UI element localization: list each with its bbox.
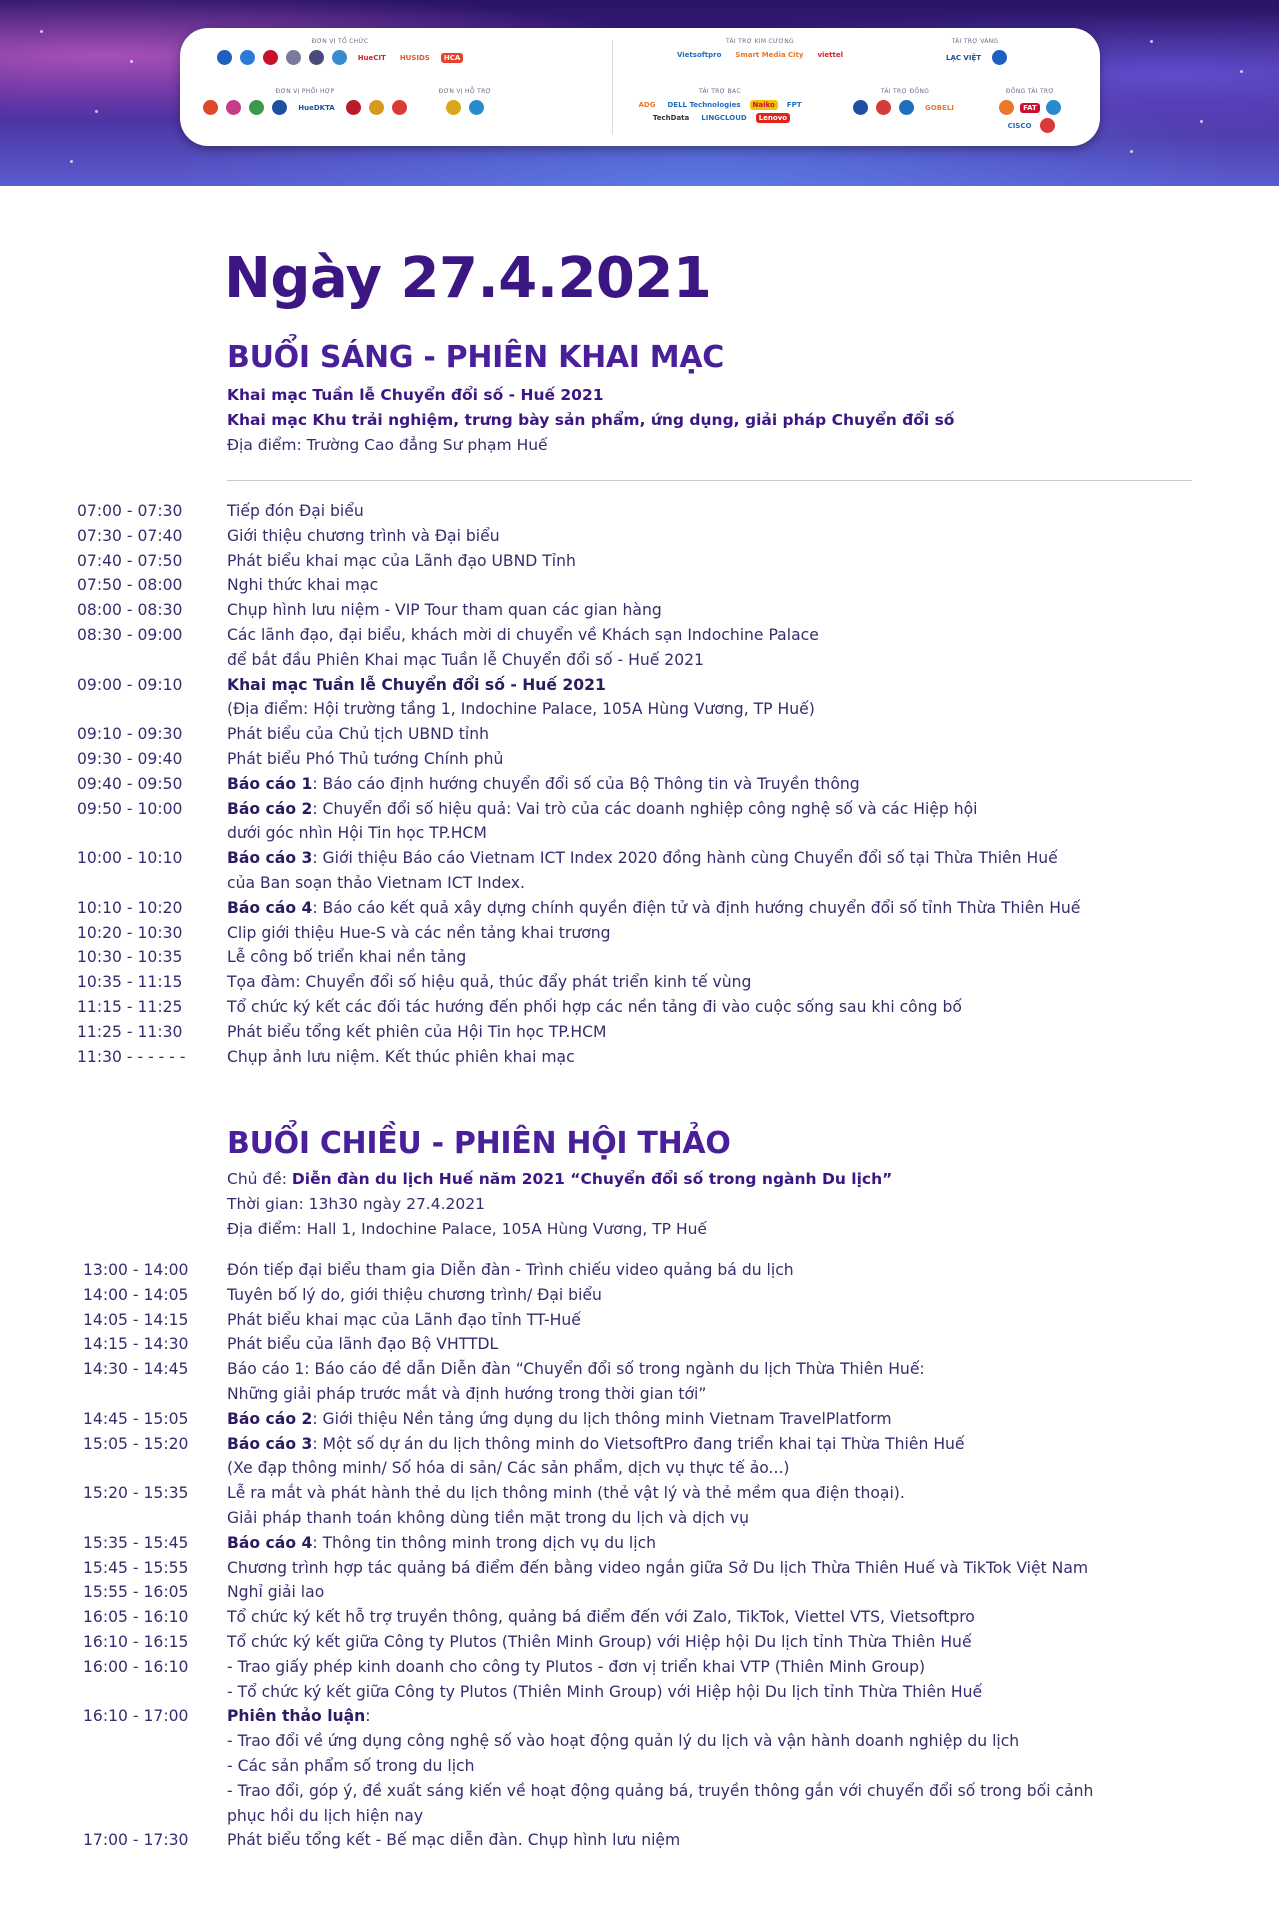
smart-media-city-logo: Smart Media City	[732, 50, 806, 60]
co-sponsor-emblem-icon	[1046, 100, 1061, 115]
afternoon-time: Thời gian: 13h30 ngày 27.4.2021	[227, 1195, 485, 1213]
schedule-row	[0, 1020, 1080, 1045]
schedule-row	[0, 921, 1080, 946]
support-emblem-icon	[469, 100, 484, 115]
schedule-row	[0, 1407, 1093, 1432]
row-text: Chương trình hợp tác quảng bá điểm đến bằng video ngắn giữa Sở Du lịch Thừa Thiên Huế và TikTok Việt Nam	[227, 1558, 1089, 1577]
row-text: Tổ chức ký kết giữa Công ty Plutos (Thiên Minh Group) với Hiệp hội Du lịch tỉnh Thừa Thiên Huế	[227, 1632, 972, 1651]
row-time: 10:10 - 10:20	[77, 898, 183, 917]
row-time: 09:10 - 09:30	[77, 725, 183, 744]
husids-logo: HUSIDS	[397, 53, 433, 63]
bronze-sponsor-emblem-icon	[876, 100, 891, 115]
row-text: Các lãnh đạo, đại biểu, khách mời di chuyển về Khách sạn Indochine Palace	[227, 625, 819, 644]
huedkta-logo: HueDKTA	[295, 103, 337, 113]
schedule-row	[0, 1556, 1093, 1581]
lingcloud-logo: LINGCLOUD	[698, 113, 749, 123]
row-text: Tổ chức ký kết hỗ trợ truyền thông, quảng bá điểm đến với Zalo, TikTok, Viettel VTS, Vietsoftpro	[227, 1608, 975, 1627]
row-text: Nghi thức khai mạc	[227, 576, 379, 595]
schedule-row	[0, 573, 1080, 598]
row-text: Báo cáo 2: Chuyển đổi số hiệu quả: Vai trò của các doanh nghiệp công nghệ số và các Hiệp hội	[227, 799, 978, 818]
row-time: 11:25 - 11:30	[77, 1022, 183, 1041]
schedule-row	[0, 821, 1080, 846]
schedule-row	[0, 1481, 1093, 1506]
row-text: Phát biểu tổng kết - Bế mạc diễn đàn. Chụp hình lưu niệm	[227, 1831, 681, 1850]
co-sponsors-group	[985, 88, 1075, 133]
gobeli-logo: GOBELI	[922, 103, 957, 113]
organizer-emblem-icon	[240, 50, 255, 65]
row-time: 14:45 - 15:05	[83, 1409, 189, 1428]
coordinators-group	[190, 88, 420, 115]
row-text: Clip giới thiệu Hue-S và các nền tảng khai trương	[227, 923, 611, 942]
row-text: Những giải pháp trước mắt và định hướng trong thời gian tới”	[227, 1384, 707, 1403]
coordinator-emblem-icon	[203, 100, 218, 115]
gold-sponsor-emblem-icon	[992, 50, 1007, 65]
schedule-row	[0, 1456, 1093, 1481]
row-text: Báo cáo 4: Thông tin thông minh trong dịch vụ du lịch	[227, 1533, 657, 1552]
co-sponsors-label: ĐỒNG TÀI TRỢ	[1005, 88, 1055, 95]
huecit-logo: HueCIT	[355, 53, 389, 63]
afternoon-schedule	[0, 1258, 1093, 1853]
bronze-sponsors-group	[835, 88, 975, 115]
support-label: ĐƠN VỊ HỖ TRỢ	[438, 88, 492, 95]
coordinator-emblem-icon	[272, 100, 287, 115]
schedule-row	[0, 1308, 1093, 1333]
gold-label: TÀI TRỢ VÀNG	[951, 38, 999, 45]
sponsor-card	[180, 28, 1100, 146]
row-text: Giới thiệu chương trình và Đại biểu	[227, 526, 500, 545]
row-time: 16:00 - 16:10	[83, 1657, 189, 1676]
row-time	[0, 697, 227, 722]
row-text: Phát biểu khai mạc của Lãnh đạo UBND Tỉnh	[227, 551, 576, 570]
schedule-row	[0, 549, 1080, 574]
row-time: 14:15 - 14:30	[83, 1335, 189, 1354]
schedule-row	[0, 697, 1080, 722]
row-text: Lễ ra mắt và phát hành thẻ du lịch thông minh (thẻ vật lý và thẻ mềm qua điện thoại).	[227, 1484, 905, 1503]
morning-subtitle-1: Khai mạc Tuần lễ Chuyển đổi số - Huế 2021	[227, 386, 604, 404]
row-text: Báo cáo 3: Một số dự án du lịch thông minh do VietsoftPro đang triển khai tại Thừa Thiên Huế	[227, 1434, 965, 1453]
row-text: Báo cáo 1: Báo cáo định hướng chuyển đổi số của Bộ Thông tin và Truyền thông	[227, 774, 860, 793]
diamond-sponsors-group	[660, 38, 860, 60]
schedule-row	[0, 1779, 1093, 1804]
vietsoftpro-logo: Vietsoftpro	[674, 50, 724, 60]
lac-viet-logo: LẠC VIỆT	[943, 53, 984, 63]
row-text: Báo cáo 4: Báo cáo kết quả xây dựng chính quyền điện tử và định hướng chuyển đổi số tỉnh Thừa Thiên Huế	[227, 898, 1081, 917]
row-text: Tọa đàm: Chuyển đổi số hiệu quả, thúc đẩy phát triển kinh tế vùng	[227, 973, 752, 992]
organizer-emblem-icon	[332, 50, 347, 65]
row-time	[0, 1779, 227, 1804]
row-time: 14:00 - 14:05	[83, 1285, 189, 1304]
row-time	[0, 1456, 227, 1481]
row-text: - Tổ chức ký kết giữa Công ty Plutos (Thiên Minh Group) với Hiệp hội Du lịch tỉnh Thừa Thiên Huế	[227, 1682, 983, 1701]
schedule-row	[0, 1605, 1093, 1630]
bronze-sponsor-emblem-icon	[853, 100, 868, 115]
row-time: 09:30 - 09:40	[77, 749, 183, 768]
row-text: Đón tiếp đại biểu tham gia Diễn đàn - Trình chiếu video quảng bá du lịch	[227, 1261, 794, 1279]
cisco-logo: CISCO	[1005, 121, 1035, 131]
schedule-row	[0, 1432, 1093, 1457]
viettel-logo: viettel	[814, 50, 846, 60]
row-text: Khai mạc Tuần lễ Chuyển đổi số - Huế 2021	[227, 675, 606, 694]
row-time: 14:05 - 14:15	[83, 1310, 189, 1329]
row-text: - Trao đổi, góp ý, đề xuất sáng kiến về hoạt động quảng bá, truyền thông gắn với chuyển đổi số trong bối cảnh	[227, 1781, 1094, 1800]
row-text: Phiên thảo luận:	[227, 1707, 371, 1726]
diamond-label: TÀI TRỢ KIM CƯƠNG	[725, 38, 795, 45]
row-text: để bắt đầu Phiên Khai mạc Tuần lễ Chuyển đổi số - Huế 2021	[227, 650, 704, 669]
co-sponsor-emblem-icon	[1040, 118, 1055, 133]
organizer-emblem-icon	[263, 50, 278, 65]
row-time	[0, 1382, 227, 1407]
row-text: (Địa điểm: Hội trường tầng 1, Indochine Palace, 105A Hùng Vương, TP Huế)	[227, 700, 815, 719]
row-time: 15:35 - 15:45	[83, 1533, 189, 1552]
schedule-row	[0, 1804, 1093, 1829]
morning-subtitle-2: Khai mạc Khu trải nghiệm, trưng bày sản phẩm, ứng dụng, giải pháp Chuyển đổi số	[227, 411, 955, 429]
morning-schedule	[0, 499, 1080, 1069]
schedule-row	[0, 1283, 1093, 1308]
row-text: Chụp hình lưu niệm - VIP Tour tham quan các gian hàng	[227, 601, 662, 620]
fpt-logo: FPT	[784, 100, 805, 110]
coordinator-emblem-icon	[369, 100, 384, 115]
schedule-row	[0, 1357, 1093, 1382]
schedule-row	[0, 722, 1080, 747]
row-time: 11:30 - - - - - -	[77, 1047, 186, 1066]
afternoon-topic: Chủ đề: Diễn đàn du lịch Huế năm 2021 “Chuyển đổi số trong ngành Du lịch”	[227, 1170, 893, 1188]
row-text: Nghỉ giải lao	[227, 1583, 325, 1602]
coordinator-emblem-icon	[226, 100, 241, 115]
row-time	[0, 1754, 227, 1779]
row-text: dưới góc nhìn Hội Tin học TP.HCM	[227, 824, 487, 843]
row-text: Tổ chức ký kết các đối tác hướng đến phối hợp các nền tảng đi vào cuộc sống sau khi công bố	[227, 997, 962, 1016]
organizer-emblem-icon	[217, 50, 232, 65]
schedule-row	[0, 1680, 1093, 1705]
support-emblem-icon	[446, 100, 461, 115]
silver-sponsors-group	[630, 88, 810, 123]
row-time	[0, 1729, 227, 1754]
row-time: 09:40 - 09:50	[77, 774, 183, 793]
row-time: 10:20 - 10:30	[77, 923, 183, 942]
row-time: 14:30 - 14:45	[83, 1360, 189, 1379]
sponsor-divider	[612, 40, 613, 134]
row-time	[0, 1506, 227, 1531]
schedule-row	[0, 1630, 1093, 1655]
adg-logo: ADG	[636, 100, 659, 110]
schedule-row	[0, 1655, 1093, 1680]
organizers-group	[210, 38, 470, 65]
row-time	[0, 821, 227, 846]
bronze-label: TÀI TRỢ ĐỒNG	[880, 88, 930, 95]
row-time: 15:45 - 15:55	[83, 1558, 189, 1577]
schedule-row	[0, 747, 1080, 772]
afternoon-venue: Địa điểm: Hall 1, Indochine Palace, 105A Hùng Vương, TP Huế	[227, 1220, 707, 1238]
schedule-row	[0, 673, 1080, 698]
row-time: 07:50 - 08:00	[77, 576, 183, 595]
row-text: Phát biểu của Chủ tịch UBND tỉnh	[227, 725, 489, 744]
row-text: Tuyên bố lý do, giới thiệu chương trình/ Đại biểu	[227, 1285, 602, 1304]
organizer-emblem-icon	[286, 50, 301, 65]
coordinator-emblem-icon	[249, 100, 264, 115]
row-text: Lễ công bố triển khai nền tảng	[227, 948, 467, 967]
schedule-row	[0, 1258, 1093, 1283]
schedule-row	[0, 623, 1080, 648]
fat-logo: FAT	[1020, 103, 1040, 113]
section-divider	[227, 480, 1192, 481]
schedule-row	[0, 524, 1080, 549]
row-time: 07:40 - 07:50	[77, 551, 183, 570]
schedule-row	[0, 871, 1080, 896]
coordinator-emblem-icon	[392, 100, 407, 115]
schedule-row	[0, 1382, 1093, 1407]
schedule-row	[0, 1754, 1093, 1779]
schedule-row	[0, 772, 1080, 797]
schedule-row	[0, 499, 1080, 524]
row-text: Báo cáo 2: Giới thiệu Nền tảng ứng dụng du lịch thông minh Vietnam TravelPlatform	[227, 1409, 892, 1428]
row-text: - Các sản phẩm số trong du lịch	[227, 1756, 475, 1775]
silver-label: TÀI TRỢ BẠC	[699, 88, 741, 95]
afternoon-session-heading: BUỔI CHIỀU - PHIÊN HỘI THẢO	[227, 1126, 731, 1161]
row-time: 10:30 - 10:35	[77, 948, 183, 967]
coordinator-emblem-icon	[346, 100, 361, 115]
dell-logo: DELL Technologies	[665, 100, 744, 110]
bronze-sponsor-emblem-icon	[899, 100, 914, 115]
schedule-row	[0, 995, 1080, 1020]
coordinators-label: ĐƠN VỊ PHỐI HỢP	[275, 88, 335, 95]
sponsor-banner	[0, 0, 1279, 186]
row-text: Chụp ảnh lưu niệm. Kết thúc phiên khai mạc	[227, 1047, 575, 1066]
row-time: 17:00 - 17:30	[83, 1831, 189, 1850]
row-time: 10:35 - 11:15	[77, 973, 183, 992]
row-time: 08:30 - 09:00	[77, 625, 183, 644]
schedule-row	[0, 846, 1080, 871]
row-text: Tiếp đón Đại biểu	[227, 502, 364, 520]
row-text: Phát biểu khai mạc của Lãnh đạo tỉnh TT-Huế	[227, 1310, 581, 1329]
schedule-row	[0, 1729, 1093, 1754]
organizer-emblem-icon	[309, 50, 324, 65]
row-time: 08:00 - 08:30	[77, 601, 183, 620]
schedule-row	[0, 1828, 1093, 1853]
morning-venue: Địa điểm: Trường Cao đẳng Sư phạm Huế	[227, 436, 548, 454]
row-time: 16:10 - 16:15	[83, 1632, 189, 1651]
row-text: Báo cáo 1: Báo cáo đề dẫn Diễn đàn “Chuyển đổi số trong ngành du lịch Thừa Thiên Huế:	[227, 1360, 925, 1379]
schedule-row	[0, 1332, 1093, 1357]
row-text: - Trao giấy phép kinh doanh cho công ty Plutos - đơn vị triển khai VTP (Thiên Minh Group)	[227, 1657, 926, 1676]
row-time: 07:30 - 07:40	[77, 526, 183, 545]
row-time: 10:00 - 10:10	[77, 849, 183, 868]
row-text: Báo cáo 3: Giới thiệu Báo cáo Vietnam ICT Index 2020 đồng hành cùng Chuyển đổi số tại Thừa Thiên Huế	[227, 849, 1058, 868]
techdata-logo: TechData	[650, 113, 692, 123]
gold-sponsors-group	[920, 38, 1030, 65]
row-text: Phát biểu Phó Thủ tướng Chính phủ	[227, 749, 504, 768]
schedule-row	[0, 1704, 1093, 1729]
morning-session-heading: BUỔI SÁNG - PHIÊN KHAI MẠC	[227, 340, 725, 375]
naiko-logo: Naiko	[750, 100, 778, 110]
schedule-row	[0, 896, 1080, 921]
row-text: - Trao đổi về ứng dụng công nghệ số vào hoạt động quản lý du lịch và vận hành doanh nghiệp du lịch	[227, 1732, 1020, 1751]
schedule-row	[0, 1531, 1093, 1556]
hca-logo: HCA	[441, 53, 463, 63]
row-time: 11:15 - 11:25	[77, 997, 183, 1016]
organizers-label: ĐƠN VỊ TỔ CHỨC	[311, 38, 369, 45]
row-time: 09:00 - 09:10	[77, 675, 183, 694]
schedule-row	[0, 1580, 1093, 1605]
row-time	[0, 1680, 227, 1705]
row-time: 15:05 - 15:20	[83, 1434, 189, 1453]
row-time: 15:55 - 16:05	[83, 1583, 189, 1602]
row-time: 15:20 - 15:35	[83, 1484, 189, 1503]
schedule-row	[0, 1506, 1093, 1531]
page-title: Ngày 27.4.2021	[224, 246, 712, 311]
lenovo-logo: Lenovo	[756, 113, 790, 123]
row-time: 16:05 - 16:10	[83, 1608, 189, 1627]
co-sponsor-emblem-icon	[999, 100, 1014, 115]
row-time: 13:00 - 14:00	[83, 1261, 189, 1279]
schedule-row	[0, 945, 1080, 970]
row-text: Phát biểu tổng kết phiên của Hội Tin học TP.HCM	[227, 1022, 607, 1041]
row-time	[0, 1804, 227, 1829]
row-time	[0, 871, 227, 896]
schedule-row	[0, 648, 1080, 673]
row-text: Phát biểu của lãnh đạo Bộ VHTTDL	[227, 1335, 499, 1354]
row-time	[0, 648, 227, 673]
row-text: phục hồi du lịch hiện nay	[227, 1806, 424, 1825]
support-group	[425, 88, 505, 115]
row-time: 07:00 - 07:30	[77, 502, 183, 520]
schedule-row	[0, 598, 1080, 623]
row-text: của Ban soạn thảo Vietnam ICT Index.	[227, 873, 525, 892]
row-text: (Xe đạp thông minh/ Số hóa di sản/ Các sản phẩm, dịch vụ thực tế ảo...)	[227, 1459, 790, 1478]
schedule-row	[0, 1045, 1080, 1070]
row-time: 09:50 - 10:00	[77, 799, 183, 818]
row-time: 16:10 - 17:00	[83, 1707, 189, 1726]
schedule-row	[0, 970, 1080, 995]
schedule-row	[0, 797, 1080, 822]
row-text: Giải pháp thanh toán không dùng tiền mặt trong du lịch và dịch vụ	[227, 1508, 749, 1527]
